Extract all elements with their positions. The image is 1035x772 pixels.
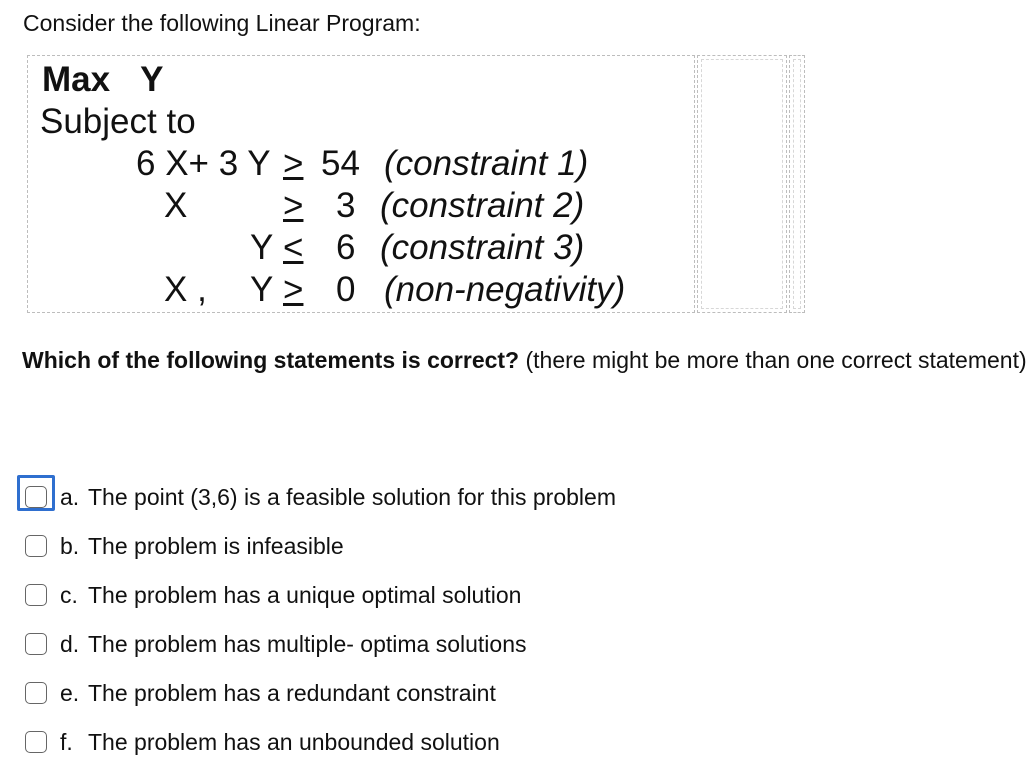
constraint-3-lhs: Y (250, 228, 274, 267)
checkbox-e[interactable] (25, 682, 47, 704)
constraint-3-relation: < (283, 228, 304, 267)
checkbox-a[interactable] (25, 486, 47, 508)
constraint-1-relation: > (283, 144, 304, 183)
constraint-1-lhs: 6 X+ 3 Y (136, 144, 271, 183)
objective-keyword: Max (42, 60, 111, 99)
constraint-2-relation: > (283, 186, 304, 225)
non-negativity-lhs-x: X , (164, 270, 207, 309)
option-letter: e. (60, 680, 80, 706)
constraint-2-note: (constraint 2) (380, 186, 585, 225)
option-label[interactable]: The problem has a unique optimal solution (88, 582, 522, 608)
lp-table-cell (789, 55, 805, 313)
option-letter: b. (60, 533, 80, 559)
lp-table (27, 55, 805, 313)
option-letter: f. (60, 729, 73, 755)
option-letter: c. (60, 582, 78, 608)
non-negativity-rhs: 0 (336, 270, 356, 309)
checkbox-b[interactable] (25, 535, 47, 557)
intro-text: Consider the following Linear Program: (23, 10, 421, 36)
option-letter: a. (60, 484, 80, 510)
option-label[interactable]: The problem is infeasible (88, 533, 344, 559)
lp-table-cell (697, 55, 787, 313)
option-label[interactable]: The point (3,6) is a feasible solution for this problem (88, 484, 616, 510)
non-negativity-relation: > (283, 270, 304, 309)
objective-variable: Y (140, 60, 164, 99)
checkbox-c[interactable] (25, 584, 47, 606)
constraint-1-rhs: 54 (321, 144, 360, 183)
lp-table-inner-cell (701, 59, 783, 309)
lp-formulation (27, 55, 695, 313)
question-rest: (there might be more than one correct statement) (519, 347, 1027, 373)
option-label[interactable]: The problem has multiple- optima solutions (88, 631, 527, 657)
non-negativity-note: (non-negativity) (384, 270, 626, 309)
constraint-2-rhs: 3 (336, 186, 356, 225)
subject-to-label: Subject to (40, 102, 196, 141)
constraint-1-note: (constraint 1) (384, 144, 589, 183)
option-label[interactable]: The problem has a redundant constraint (88, 680, 496, 706)
objective (42, 60, 163, 100)
constraint-3-rhs: 6 (336, 228, 356, 267)
lp-table-inner-cell (793, 59, 801, 309)
question-bold: Which of the following statements is correct? (22, 347, 520, 373)
constraint-2-lhs: X (164, 186, 188, 225)
option-label[interactable]: The problem has an unbounded solution (88, 729, 500, 755)
question-text (22, 344, 1035, 376)
checkbox-d[interactable] (25, 633, 47, 655)
checkbox-f[interactable] (25, 731, 47, 753)
non-negativity-lhs-y: Y (250, 270, 274, 309)
option-letter: d. (60, 631, 80, 657)
constraint-3-note: (constraint 3) (380, 228, 585, 267)
